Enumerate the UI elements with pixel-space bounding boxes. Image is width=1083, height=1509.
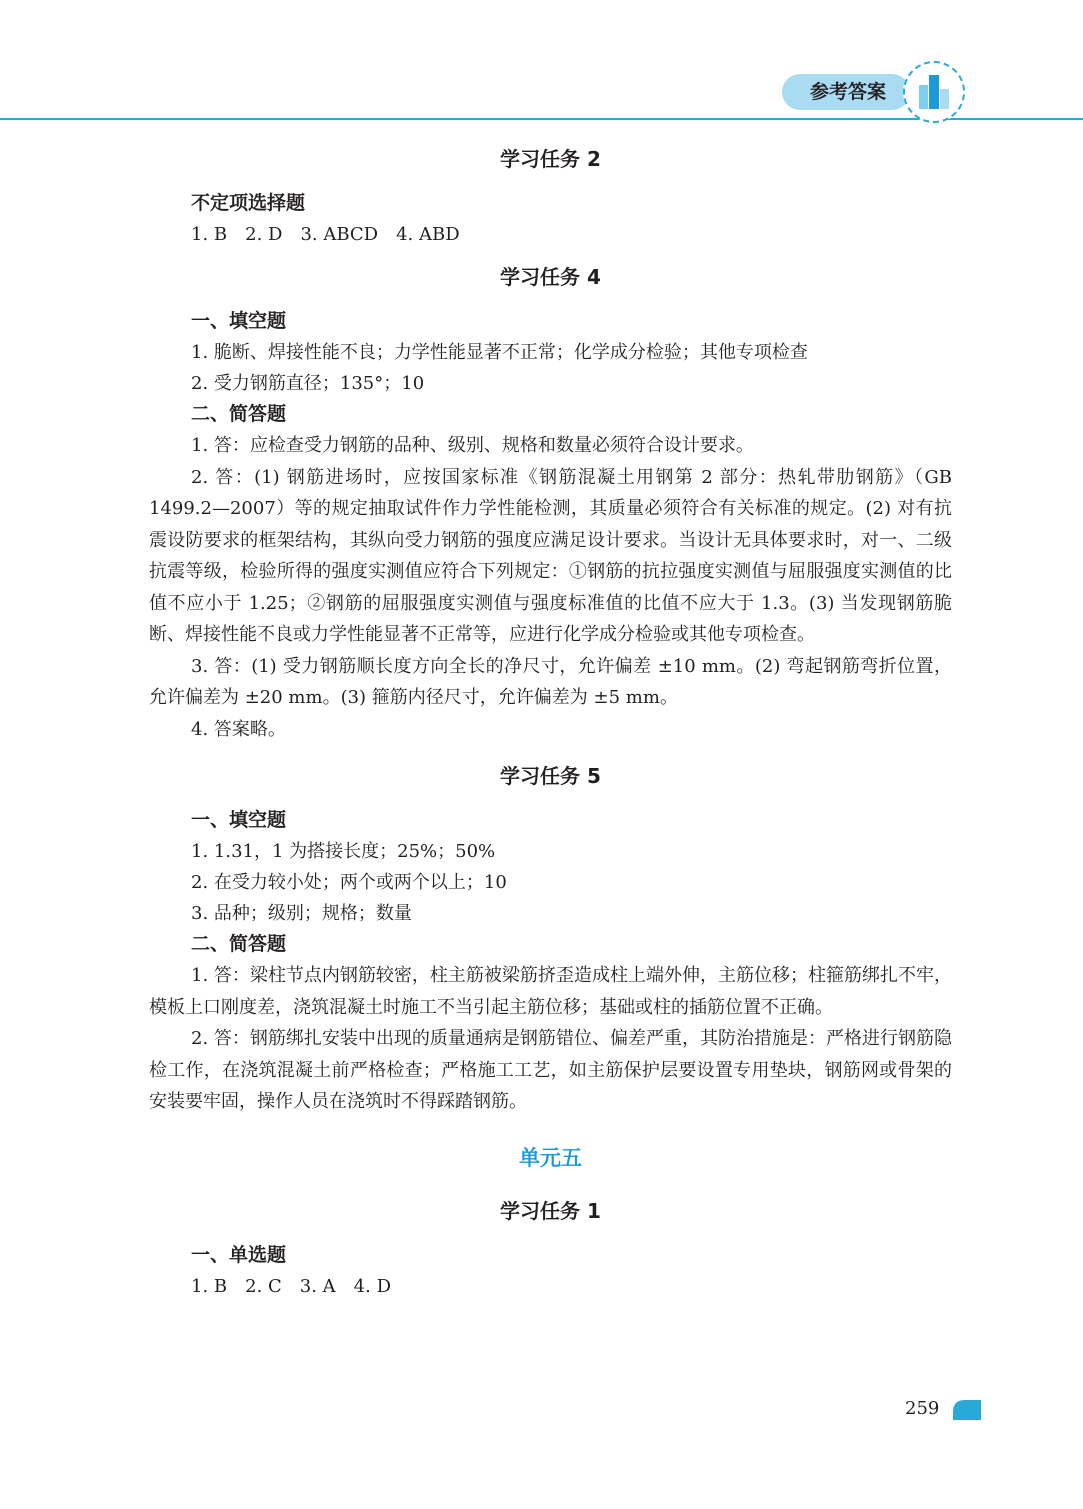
- section-heading: 一、填空题: [191, 809, 287, 831]
- task-heading: 学习任务 5: [500, 764, 601, 788]
- page-number: 259: [905, 1398, 940, 1419]
- answer-paragraph: 1. 答：应检查受力钢筋的品种、级别、规格和数量必须符合设计要求。: [191, 435, 754, 456]
- answer-line: 3. 品种；级别；规格；数量: [191, 903, 412, 924]
- answer-line: 1. B 2. D 3. ABCD 4. ABD: [191, 224, 460, 245]
- task-heading: 学习任务 1: [500, 1198, 601, 1223]
- section-heading: 二、简答题: [191, 403, 287, 425]
- buildings-icon: [913, 71, 955, 113]
- section-heading: 二、简答题: [191, 933, 287, 955]
- answer-paragraph: 2. 答：钢筋绑扎安装中出现的质量通病是钢筋错位、偏差严重，其防治措施是：严格进行钢筋隐检工作，在浇筑混凝土前严格检查；严格施工工艺，如主筋保护层要设置专用垫块，钢筋网或骨架的安装要牢固，操作人员在浇筑时不得踩踏钢筋。: [149, 1028, 952, 1112]
- answer-line: 2. 在受力较小处；两个或两个以上；10: [191, 872, 507, 893]
- answer-line: 1. 脆断、焊接性能不良；力学性能显著不正常；化学成分检验；其他专项检查: [191, 342, 808, 363]
- task-heading: 学习任务 4: [500, 265, 601, 289]
- answer-line: 1. B 2. C 3. A 4. D: [191, 1275, 392, 1297]
- answer-paragraph: 3. 答：(1) 受力钢筋顺长度方向全长的净尺寸，允许偏差 ±10 mm。(2) 弯起钢筋弯折位置，允许偏差为 ±20 mm。(3) 箍筋内径尺寸，允许偏差为 ±5 mm。: [149, 655, 952, 708]
- answer-content: [149, 140, 952, 1302]
- section-heading: 一、单选题: [191, 1243, 287, 1266]
- answer-paragraph: 1. 答：梁柱节点内钢筋较密，柱主筋被梁筋挤歪造成柱上端外伸，主筋位移；柱箍筋绑扎不牢，模板上口刚度差，浇筑混凝土时施工不当引起主筋位移；基础或柱的插筋位置不正确。: [149, 965, 952, 1018]
- section-heading: 不定项选择题: [191, 192, 306, 214]
- answer-line: 1. 1.31，1 为搭接长度；25%；50%: [191, 841, 496, 862]
- answer-line: 2. 受力钢筋直径；135°；10: [191, 373, 425, 394]
- unit-heading: 单元五: [519, 1145, 582, 1170]
- answer-paragraph: 2. 答：(1) 钢筋进场时，应按国家标准《钢筋混凝土用钢第 2 部分：热轧带肋钢筋》（GB 1499.2—2007）等的规定抽取试件作力学性能检测，其质量必须符合有关标准的规定。(2) 对有抗震设防要求的框架结构，其纵向受力钢筋的强度应满足设计要求。当设计无具体要求时，对一、二级抗震等级，检验所得的强度实测值应符合下列规定：①钢筋的抗拉强度实测值与屈服强度实测值的比值不应小于 1.25；②钢筋的屈服强度实测值与强度标准值的比值不应大于 1.3。(3) 当发现钢筋脆断、焊接性能不良或力学性能显著不正常等，应进行化学成分检验或其他专项检查。: [149, 466, 952, 645]
- section-badge: 参考答案: [782, 74, 910, 110]
- answer-paragraph: 4. 答案略。: [191, 718, 286, 740]
- page-tab-icon: [953, 1398, 981, 1422]
- section-heading: 一、填空题: [191, 310, 287, 332]
- task-heading: 学习任务 2: [500, 147, 601, 171]
